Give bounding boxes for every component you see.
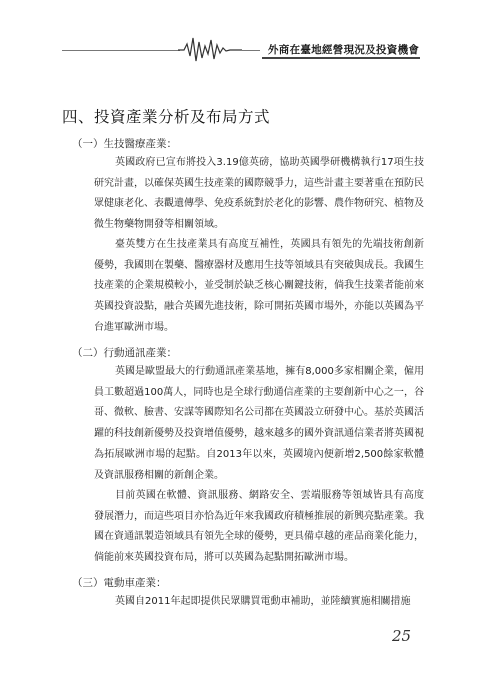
subsection-heading-ev: （三）電動車產業： — [72, 577, 167, 589]
paragraph: 英國是歐盟最大的行動通訊產業基地，擁有8,000多家相關企業，僱用員工數超過100萬人，同時也是全球行動通信產業的主要創新中心之一，谷哥、微軟、臉書、安謀等國際知名公司都在英國設立研發中心。基於英國活躍的科技創新優勢及投資增值優勢，越來越多的國外資訊通信業者將英國視為拓展歐洲市場的起點。自2013年以來，英國境內便新增2,500餘家軟體及資訊服務相關的新創企業。 — [94, 366, 424, 481]
subsection-heading-mobile-comm: （二）行動通訊產業： — [72, 347, 177, 359]
paragraph: 臺英雙方在生技產業具有高度互補性，英國具有領先的先端技術創新優勢，我國則在製藥、醫療器材及應用生技等領域具有突破與成長。我國生技產業的企業規模較小，並受制於缺乏核心關鍵技術，倘我生技業者能前來英國投資設點，融合英國先進技術，除可開拓英國市場外，亦能以英國為平台進軍歐洲市場。 — [94, 239, 424, 333]
running-header-title: 外商在臺地經營現況及投資機會 — [268, 44, 420, 56]
subsection-heading-biotech: （一）生技醫療產業： — [72, 138, 177, 150]
page-number: 25 — [392, 627, 412, 645]
waveform-icon — [178, 34, 242, 64]
paragraph: 目前英國在軟體、資訊服務、網路安全、雲端服務等領域皆具有高度發展潛力，而這些項目亦恰為近年來我國政府積極推展的新興亮點產業。我國在資通訊製造領域具有領先全球的優勢，更具備卓越的產品商業化能力，倘能前來英國投資布局，將可以英國為起點開拓歐洲市場。 — [94, 490, 424, 564]
header-rule-right — [242, 50, 260, 51]
section-heading: 四、投資產業分析及布局方式 — [62, 108, 271, 126]
header-rule-left — [62, 50, 180, 51]
paragraph: 英國自2011年起即提供民眾購買電動車補助，並陸續實施相關措施 — [115, 596, 411, 607]
paragraph: 英國政府已宣布將投入3.19億英磅，協助英國學研機構執行17項生技研究計畫，以確保英國生技產業的國際競爭力，這些計畫主要著重在預防民眾健康老化、表觀遺傳學、免疫系統對於老化的影響、農作物研究、植物及微生物藥物開發等相關領域。 — [94, 157, 424, 231]
header-underline — [262, 57, 420, 59]
